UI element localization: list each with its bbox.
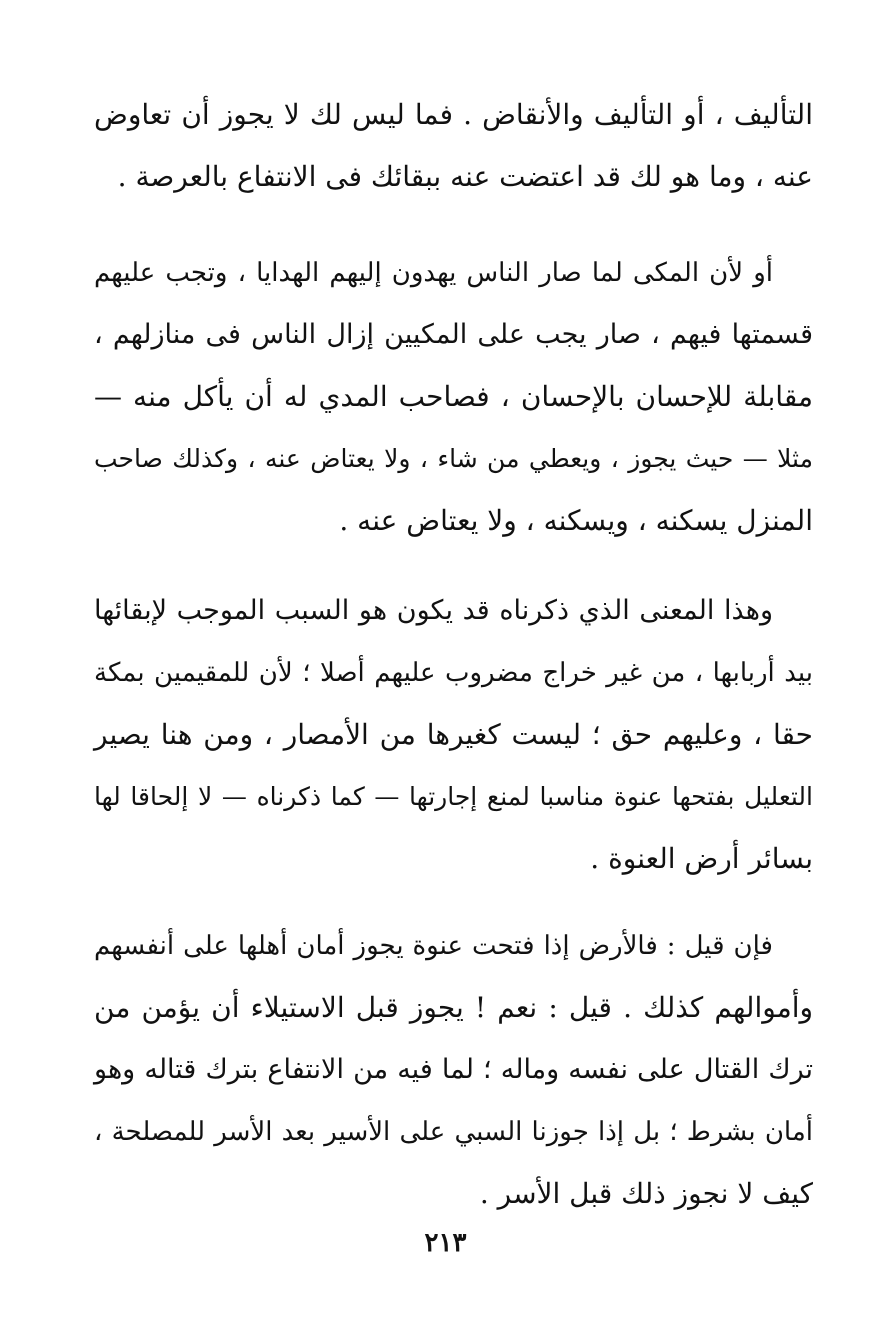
paragraph-line: حقا ، وعليهم حق ؛ ليست كغيرها من الأمصار ، ومن هنا يصير (94, 718, 813, 751)
paragraph-1 (94, 84, 813, 208)
paragraph-3 (94, 580, 813, 890)
paragraph-line: كيف لا نجوز ذلك قبل الأسر . (479, 1177, 813, 1210)
paragraph-4 (94, 915, 813, 1225)
paragraph-line: بسائر أرض العنوة . (590, 842, 813, 875)
paragraph-line: مثلا — حيث يجوز ، ويعطي من شاء ، ولا يعتاض عنه ، وكذلك صاحب (94, 444, 813, 473)
paragraph-line: أمان بشرط ؛ بل إذا جوزنا السبي على الأسير بعد الأسر للمصلحة ، (94, 1117, 813, 1147)
paragraph-line: أو لأن المكى لما صار الناس يهدون إليهم الهدايا ، وتجب عليهم (94, 258, 773, 288)
paragraph-line: بيد أربابها ، من غير خراج مضروب عليهم أصلا ؛ لأن للمقيمين بمكة (94, 658, 813, 688)
paragraph-2 (94, 242, 813, 552)
paragraph-line: ترك القتال على نفسه وماله ؛ لما فيه من الانتفاع بترك قتاله وهو (94, 1054, 813, 1085)
paragraph-line: مقابلة للإحسان بالإحسان ، فصاحب المدي له أن يأكل منه — (94, 380, 813, 413)
paragraph-line: قسمتها فيهم ، صار يجب على المكيين إزال الناس فى منازلهم ، (94, 319, 813, 350)
paragraph-line: المنزل يسكنه ، ويسكنه ، ولا يعتاض عنه . (339, 504, 813, 537)
paragraph-line: التعليل بفتحها عنوة مناسبا لمنع إجارتها — كما ذكرناه — لا إلحاقا لها (94, 782, 813, 811)
paragraph-line: وهذا المعنى الذي ذكرناه قد يكون هو السبب الموجب لإبقائها (94, 595, 773, 626)
paragraph-line: وأموالهم كذلك . قيل : نعم ! يجوز قبل الاستيلاء أن يؤمن من (94, 991, 813, 1024)
paragraph-line: فإن قيل : فالأرض إذا فتحت عنوة يجوز أمان أهلها على أنفسهم (94, 931, 773, 961)
paragraph-line: عنه ، وما هو لك قد اعتضت عنه ببقائك فى الانتفاع بالعرصة . (117, 160, 813, 193)
page-number: ٢١٣ (424, 1228, 467, 1258)
paragraph-line: التأليف ، أو التأليف والأنقاض . فما ليس لك لا يجوز أن تعاوض (94, 98, 813, 131)
